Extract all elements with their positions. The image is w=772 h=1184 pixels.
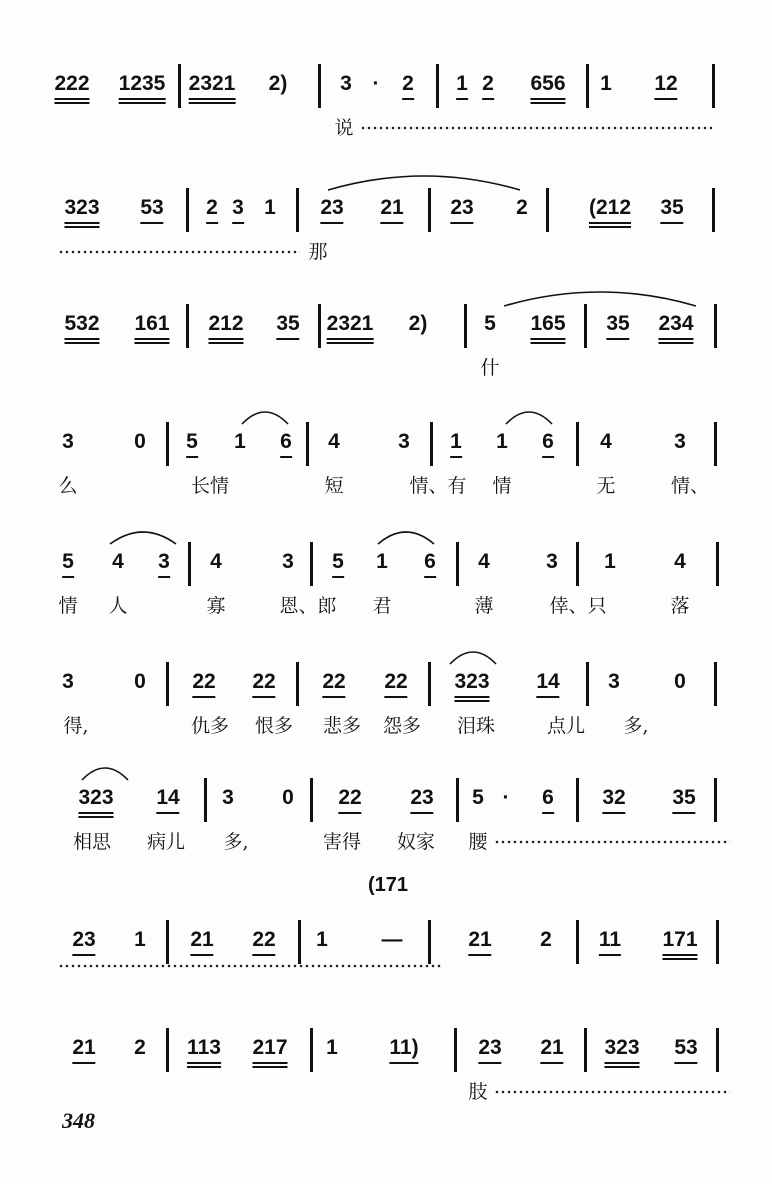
note-group: 53 (674, 1036, 697, 1064)
note: 3 (158, 550, 170, 578)
lyric: 人 (108, 595, 128, 617)
barline (584, 1028, 587, 1072)
note: 2 (516, 196, 528, 219)
notes-row-5 (0, 540, 772, 588)
note-group: 23 (410, 786, 433, 814)
barline (296, 188, 299, 232)
note-group: 22 (252, 928, 275, 956)
lyric: 么 (58, 475, 78, 497)
barline (310, 542, 313, 586)
note-group: 23 (320, 196, 343, 224)
barline (318, 64, 321, 108)
note-group: 113 (187, 1036, 221, 1068)
note-group: 23 (72, 928, 95, 956)
note-group: 11 (599, 928, 621, 956)
barline (204, 778, 207, 822)
note-group: 21 (380, 196, 403, 224)
note-group: 22 (322, 670, 345, 698)
barline (454, 1028, 457, 1072)
page-number: 348 (62, 1108, 95, 1133)
lyric: 恨多 (254, 715, 294, 737)
lyric: 长情 (190, 475, 230, 497)
note-group: 2) (268, 72, 288, 95)
note-group: 35 (672, 786, 695, 814)
note: 5 (472, 786, 484, 809)
note: 0 (134, 670, 146, 693)
lyric: 害得 (322, 831, 362, 853)
barline (296, 662, 299, 706)
note: 1 (496, 430, 508, 453)
note-group: 35 (606, 312, 629, 340)
barline (186, 188, 189, 232)
note-group: (212 (589, 196, 631, 228)
lyric: 奴家 (396, 831, 436, 853)
note-group: 171 (662, 928, 697, 960)
note: 1 (604, 550, 616, 573)
note: 6 (542, 786, 554, 814)
note: 1 (600, 72, 612, 95)
barline (430, 422, 433, 466)
note: 3 (62, 670, 74, 693)
note-dot: · (372, 72, 380, 95)
note: — (381, 928, 403, 951)
note-group: 35 (660, 196, 683, 224)
note-group: 323 (64, 196, 99, 228)
barline (716, 1028, 719, 1072)
notes-row-7 (0, 776, 772, 824)
barline (186, 304, 189, 348)
notes-row-9 (0, 1026, 772, 1074)
barline (716, 920, 719, 964)
note: 3 (546, 550, 558, 573)
note: 3 (398, 430, 410, 453)
note-group: 2321 (327, 312, 374, 344)
note-group: 2) (408, 312, 428, 335)
note-group: 35 (276, 312, 299, 340)
barline (166, 422, 169, 466)
note-group: 22 (338, 786, 361, 814)
lyric: 相思 (72, 831, 112, 853)
barline (714, 778, 717, 822)
lyric: 多, (623, 715, 649, 737)
lyric: 无 (596, 475, 616, 497)
note-group: 23 (450, 196, 473, 224)
note-group: 12 (654, 72, 677, 100)
note-group: 21 (540, 1036, 563, 1064)
notes-row-2 (0, 186, 772, 234)
barline (436, 64, 439, 108)
lyric: 悲多 (322, 715, 362, 737)
note-group: 1235 (119, 72, 166, 104)
barline (714, 304, 717, 348)
note-group: 222 (54, 72, 89, 104)
barline (166, 662, 169, 706)
note-group: 11) (389, 1036, 418, 1064)
note: 5 (186, 430, 198, 458)
barline (464, 304, 467, 348)
note: 2 (540, 928, 552, 951)
lyric: 仇多 (190, 715, 230, 737)
note: 3 (62, 430, 74, 453)
barline (318, 304, 321, 348)
note: 4 (600, 430, 612, 453)
barline (428, 662, 431, 706)
note-group: 14 (156, 786, 179, 814)
note: 6 (542, 430, 554, 458)
barline (586, 662, 589, 706)
lyric: 情 (58, 595, 78, 617)
barline (310, 778, 313, 822)
notes-row-6 (0, 660, 772, 708)
system-2 (0, 186, 772, 276)
note-group: 212 (208, 312, 243, 344)
barline (310, 1028, 313, 1072)
barline (178, 64, 181, 108)
lyric: 什 (480, 357, 500, 379)
barline (714, 662, 717, 706)
extension-dots (58, 964, 442, 968)
lyric: 得, (63, 715, 89, 737)
barline (576, 542, 579, 586)
note: 3 (340, 72, 352, 95)
barline (306, 422, 309, 466)
note: 6 (280, 430, 292, 458)
note: 1 (450, 430, 462, 458)
notes-row-1 (0, 62, 772, 110)
barline (456, 542, 459, 586)
note: 2 (482, 72, 494, 100)
note: 4 (478, 550, 490, 573)
note: 4 (674, 550, 686, 573)
notes-row-4 (0, 420, 772, 468)
note: 6 (424, 550, 436, 578)
note-group: 21 (72, 1036, 95, 1064)
lyric: 说 (334, 117, 354, 139)
lyric: 倖、只 (549, 595, 607, 617)
note: 0 (134, 430, 146, 453)
note-group: 217 (252, 1036, 287, 1068)
extension-dots (58, 250, 300, 254)
lyric: 恩、郎 (279, 595, 337, 617)
note: 4 (210, 550, 222, 573)
barline (298, 920, 301, 964)
note: 2 (206, 196, 218, 224)
lyric: 情、有 (409, 475, 467, 497)
barline (576, 422, 579, 466)
lyric: 点儿 (546, 715, 586, 737)
barline (712, 64, 715, 108)
lyric: 病儿 (146, 831, 186, 853)
system-4 (0, 420, 772, 510)
note: 1 (264, 196, 276, 219)
lyric: 君 (372, 595, 392, 617)
lyric: 怨多 (382, 715, 422, 737)
barline (714, 422, 717, 466)
barline (428, 920, 431, 964)
note: 0 (674, 670, 686, 693)
barline (166, 920, 169, 964)
note: 5 (484, 312, 496, 335)
barline (584, 304, 587, 348)
note-group: 161 (134, 312, 169, 344)
note-group: 21 (468, 928, 491, 956)
extension-dots (360, 126, 712, 130)
note: 1 (456, 72, 468, 100)
note: 2 (402, 72, 414, 100)
note-group: 323 (454, 670, 489, 702)
barline (586, 64, 589, 108)
lyric: 多, (223, 831, 249, 853)
barline (576, 920, 579, 964)
note-group: 32 (602, 786, 625, 814)
lyric: 落 (670, 595, 690, 617)
grace-notes: (171 (368, 874, 409, 896)
barline (166, 1028, 169, 1072)
note-group: 53 (140, 196, 163, 224)
notes-row-3 (0, 302, 772, 350)
note-group: 234 (658, 312, 693, 344)
note: 5 (62, 550, 74, 578)
notes-row-8 (0, 918, 772, 966)
note: 3 (608, 670, 620, 693)
lyric: 那 (308, 241, 328, 263)
note: 0 (282, 786, 294, 809)
note-group: 23 (478, 1036, 501, 1064)
note: 2 (134, 1036, 146, 1059)
note: 1 (326, 1036, 338, 1059)
note: 4 (328, 430, 340, 453)
barline (712, 188, 715, 232)
system-3 (0, 302, 772, 392)
barline (456, 778, 459, 822)
note: 5 (332, 550, 344, 578)
lyric: 情 (492, 475, 512, 497)
system-7 (0, 776, 772, 866)
note: 3 (674, 430, 686, 453)
note-dot: · (502, 786, 510, 809)
lyric: 肢 (468, 1081, 488, 1103)
note-group: 323 (78, 786, 113, 818)
note-group: 656 (530, 72, 565, 104)
note-group: 22 (252, 670, 275, 698)
system-5 (0, 540, 772, 630)
note-group: 22 (192, 670, 215, 698)
note-group: 14 (536, 670, 559, 698)
extension-dots (494, 1090, 730, 1094)
note: 3 (222, 786, 234, 809)
barline (546, 188, 549, 232)
note-group: 22 (384, 670, 407, 698)
note-group: 532 (64, 312, 99, 344)
system-6 (0, 660, 772, 750)
extension-dots (494, 840, 730, 844)
lyric: 寡 (206, 595, 226, 617)
lyric: 腰 (468, 831, 488, 853)
note: 1 (316, 928, 328, 951)
note: 3 (232, 196, 244, 224)
note-group: 323 (604, 1036, 639, 1068)
note-group: 165 (530, 312, 565, 344)
lyric: 泪珠 (456, 715, 496, 737)
lyric: 薄 (474, 595, 494, 617)
barline (188, 542, 191, 586)
barline (428, 188, 431, 232)
note: 1 (234, 430, 246, 453)
note: 1 (376, 550, 388, 573)
system-1 (0, 62, 772, 152)
lyric: 短 (324, 475, 344, 497)
barline (576, 778, 579, 822)
note-group: 2321 (189, 72, 236, 104)
note: 4 (112, 550, 124, 573)
system-9 (0, 1026, 772, 1116)
system-8 (0, 918, 772, 1008)
lyric: 情、 (670, 475, 710, 497)
note-group: 21 (190, 928, 213, 956)
note: 3 (282, 550, 294, 573)
barline (716, 542, 719, 586)
note: 1 (134, 928, 146, 951)
